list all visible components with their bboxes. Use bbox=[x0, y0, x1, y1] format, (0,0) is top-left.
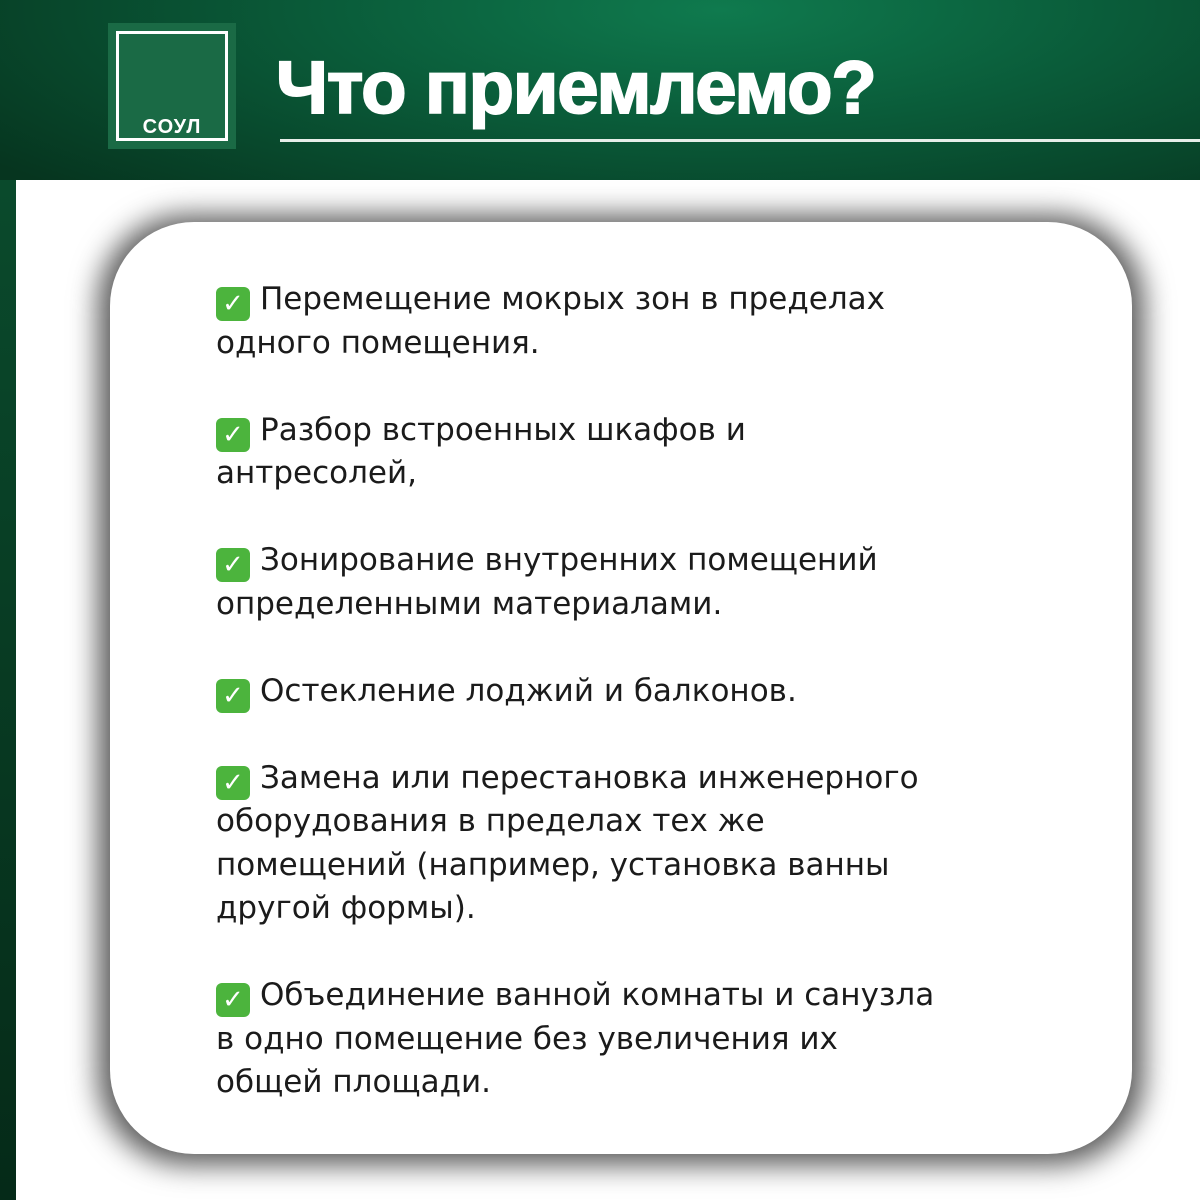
page-title: Что приемлемо? bbox=[276, 46, 876, 129]
item-line bbox=[216, 670, 1096, 714]
item-line: одного помещения. bbox=[216, 324, 540, 361]
item-line: общей площади. bbox=[216, 1064, 492, 1100]
logo-text: СОУЛ bbox=[142, 116, 202, 138]
left-accent-strip bbox=[0, 180, 16, 1200]
item-line bbox=[216, 278, 1096, 322]
item-text: Остекление лоджий и балконов. bbox=[260, 672, 797, 709]
list-item bbox=[216, 757, 1096, 931]
item-line bbox=[216, 757, 1096, 801]
item-line: в одно помещение без увеличения их bbox=[216, 1020, 838, 1057]
item-line: другой формы). bbox=[216, 890, 476, 926]
item-line bbox=[216, 539, 1096, 583]
acceptable-list bbox=[216, 278, 1096, 1148]
item-text: Зонирование внутренних помещений bbox=[260, 542, 878, 578]
check-mark-icon: ✓ bbox=[216, 418, 250, 452]
list-item bbox=[216, 409, 1096, 496]
check-mark-icon: ✓ bbox=[216, 548, 250, 582]
item-line: оборудования в пределах тех же bbox=[216, 803, 765, 839]
check-mark-icon: ✓ bbox=[216, 287, 250, 321]
check-mark-icon: ✓ bbox=[216, 679, 250, 713]
item-line bbox=[216, 409, 1096, 453]
check-mark-icon: ✓ bbox=[216, 766, 250, 800]
item-text: Перемещение мокрых зон в пределах bbox=[260, 281, 886, 317]
item-line: помещений (например, установка ванны bbox=[216, 846, 890, 883]
title-underline bbox=[280, 139, 1200, 142]
item-text: Разбор встроенных шкафов и bbox=[260, 411, 746, 448]
check-mark-icon: ✓ bbox=[216, 983, 250, 1017]
item-text: Объединение ванной комнаты и санузла bbox=[260, 977, 935, 1013]
header-banner bbox=[0, 0, 1200, 180]
list-item bbox=[216, 974, 1096, 1105]
list-item bbox=[216, 278, 1096, 365]
item-line bbox=[216, 974, 1096, 1018]
item-line: определенными материалами. bbox=[216, 585, 723, 622]
list-item bbox=[216, 670, 1096, 714]
list-item bbox=[216, 539, 1096, 626]
item-text: Замена или перестановка инженерного bbox=[260, 759, 919, 796]
soul-logo bbox=[108, 23, 236, 149]
item-line: антресолей, bbox=[216, 455, 417, 491]
